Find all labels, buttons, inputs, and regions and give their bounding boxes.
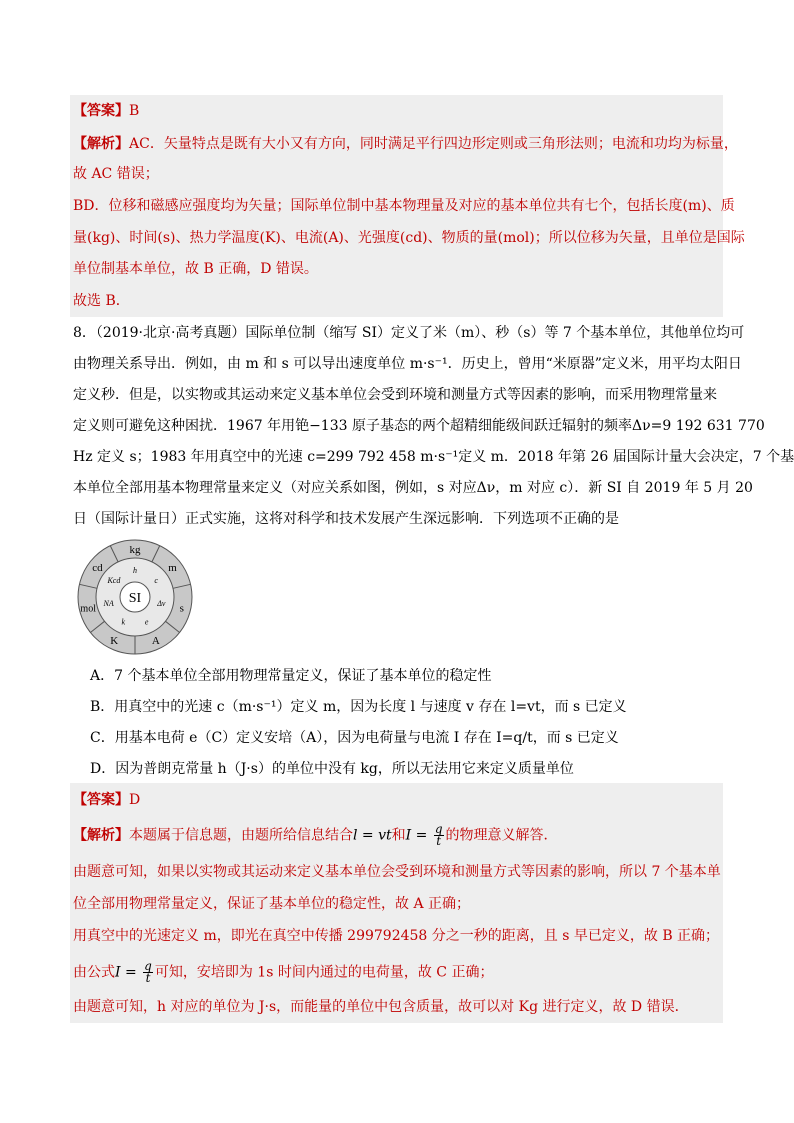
- q8-formula-fraction: [434, 824, 444, 847]
- q8-analysis-line-5-pre: 由公式: [73, 964, 115, 981]
- q8-analysis-tag: 【解析】: [73, 827, 129, 844]
- q8-formula-i-2: I: [115, 964, 121, 981]
- q8-formula-lvt: l = vt: [353, 827, 392, 844]
- diagram-constant-label: k: [121, 617, 126, 627]
- diagram-constant-label: h: [133, 566, 137, 575]
- diagram-constant-label: c: [154, 576, 158, 586]
- q7-answer-line: [73, 101, 723, 121]
- q8-analysis-and: 和: [391, 827, 406, 844]
- q8-analysis-line-5: [73, 961, 723, 984]
- q8-option-a: A．7 个基本单位全部用物理常量定义，保证了基本单位的稳定性: [90, 668, 492, 684]
- q8-formula-eq-2: =: [120, 964, 142, 981]
- q8-analysis-line-2: 由题意可知，如果以实物或其运动来定义基本单位会受到环境和测量方式等因素的影响，所以 7 个基本单: [73, 864, 721, 880]
- q8-answer-line: [73, 790, 723, 810]
- q8-fraction-numerator: q: [434, 822, 443, 836]
- q7-answer-tag: 【答案】: [73, 103, 129, 119]
- q8-stem-line-5: Hz 定义 s；1983 年用真空中的光速 c=299 792 458 m·s⁻¹定义 m．2018 年第 26 届国际计量大会决定，7 个基: [73, 449, 794, 465]
- q7-analysis-line-4: 量(kg)、时间(s)、热力学温度(K)、电流(A)、光强度(cd)、物质的量(mol)；所以位移为矢量，且单位是国际: [73, 230, 745, 246]
- q8-analysis-line-4: 用真空中的光速定义 m，即光在真空中传播 299792458 分之一秒的距离，且 s 早已定义，故 B 正确；: [73, 928, 720, 944]
- q8-analysis-line-3: 位全部用物理常量定义，保证了基本单位的稳定性，故 A 正确；: [73, 896, 471, 912]
- si-units-diagram: [76, 538, 194, 656]
- q8-fraction-numerator-2: q: [144, 959, 152, 973]
- diagram-unit-cd: cd: [92, 562, 103, 575]
- q7-analysis-line-2: 故 AC 错误；: [73, 166, 159, 182]
- q8-stem-line-4: 定义则可避免这种困扰．1967 年用铯−133 原子基态的两个超精细能级间跃迁辐射的频率Δν=9 192 631 770: [73, 418, 765, 434]
- q7-analysis-tag: 【解析】: [73, 136, 129, 152]
- q8-analysis-line-1: [73, 824, 723, 847]
- q8-answer-tag: 【答案】: [73, 792, 129, 808]
- diagram-unit-kg: kg: [129, 544, 141, 556]
- diagram-constant-label: Δν: [157, 599, 166, 609]
- q8-stem-line-3: 定义秒．但是，以实物或其运动来定义基本单位会受到环境和测量方式等因素的影响，而采用物理常量来: [73, 387, 717, 403]
- q8-answer-value: D: [129, 792, 141, 808]
- q8-fraction-denominator: t: [436, 834, 442, 848]
- q8-formula-fraction-2: [143, 961, 153, 984]
- q7-analysis-text-1: AC．矢量特点是既有大小又有方向，同时满足平行四边形定则或三角形法则；电流和功均为标量，: [129, 136, 738, 152]
- q7-conclusion: 故选 B．: [73, 293, 130, 309]
- q7-answer-value: B: [129, 103, 140, 119]
- diagram-constant-label: Kcd: [107, 576, 121, 586]
- q7-analysis-line-5: 单位制基本单位，故 B 正确，D 错误。: [73, 261, 318, 277]
- q8-stem-line-6: 本单位全部用基本物理常量来定义（对应关系如图，例如，s 对应Δν，m 对应 c）．新 SI 自 2019 年 5 月 20: [73, 480, 753, 496]
- diagram-unit-s: s: [179, 602, 184, 615]
- q8-option-d: D．因为普朗克常量 h（J·s）的单位中没有 kg，所以无法用它来定义质量单位: [90, 761, 574, 777]
- diagram-center-label: SI: [128, 591, 142, 606]
- q8-analysis-line-6: 由题意可知，h 对应的单位为 J·s，而能量的单位中包含质量，故可以对 Kg 进行定义，故 D 错误．: [73, 999, 689, 1015]
- q8-analysis-line-5-post: 可知，安培即为 1s 时间内通过的电荷量，故 C 正确；: [154, 964, 494, 981]
- diagram-constant-label: e: [144, 617, 149, 627]
- q8-formula-i: I: [405, 827, 412, 844]
- q8-fraction-denominator-2: t: [145, 971, 151, 985]
- diagram-constant-label: NA: [103, 599, 114, 609]
- q7-analysis-line-1: [73, 134, 738, 154]
- diagram-unit-mol: mol: [80, 603, 96, 615]
- diagram-unit-k: K: [110, 635, 119, 648]
- diagram-unit-m: m: [168, 562, 177, 575]
- diagram-unit-a: A: [151, 635, 160, 648]
- q8-option-b: B．用真空中的光速 c（m·s⁻¹）定义 m，因为长度 l 与速度 v 存在 l=vt，而 s 已定义: [90, 699, 627, 715]
- q7-analysis-line-3: BD．位移和磁感应强度均为矢量；国际单位制中基本物理量及对应的基本单位共有七个，包括长度(m)、质: [73, 198, 735, 214]
- q8-stem-line-7: 日（国际计量日）正式实施，这将对科学和技术发展产生深远影响．下列选项不正确的是: [73, 511, 619, 527]
- q8-stem-line-2: 由物理关系导出．例如，由 m 和 s 可以导出速度单位 m·s⁻¹．历史上，曾用“米原器”定义米，用平均太阳日: [73, 356, 742, 372]
- q8-stem-line-1: 8．（2019·北京·高考真题）国际单位制（缩写 SI）定义了米（m）、秒（s）等 7 个基本单位，其他单位均可: [73, 325, 745, 341]
- q8-option-c: C．用基本电荷 e（C）定义安培（A），因为电荷量与电流 I 存在 I=q/t，而 s 已定义: [90, 730, 619, 746]
- q8-analysis-intro-b: 的物理意义解答．: [445, 827, 558, 844]
- q8-analysis-intro-a: 本题属于信息题，由题所给信息结合: [129, 827, 353, 844]
- q8-formula-eq: =: [411, 827, 432, 844]
